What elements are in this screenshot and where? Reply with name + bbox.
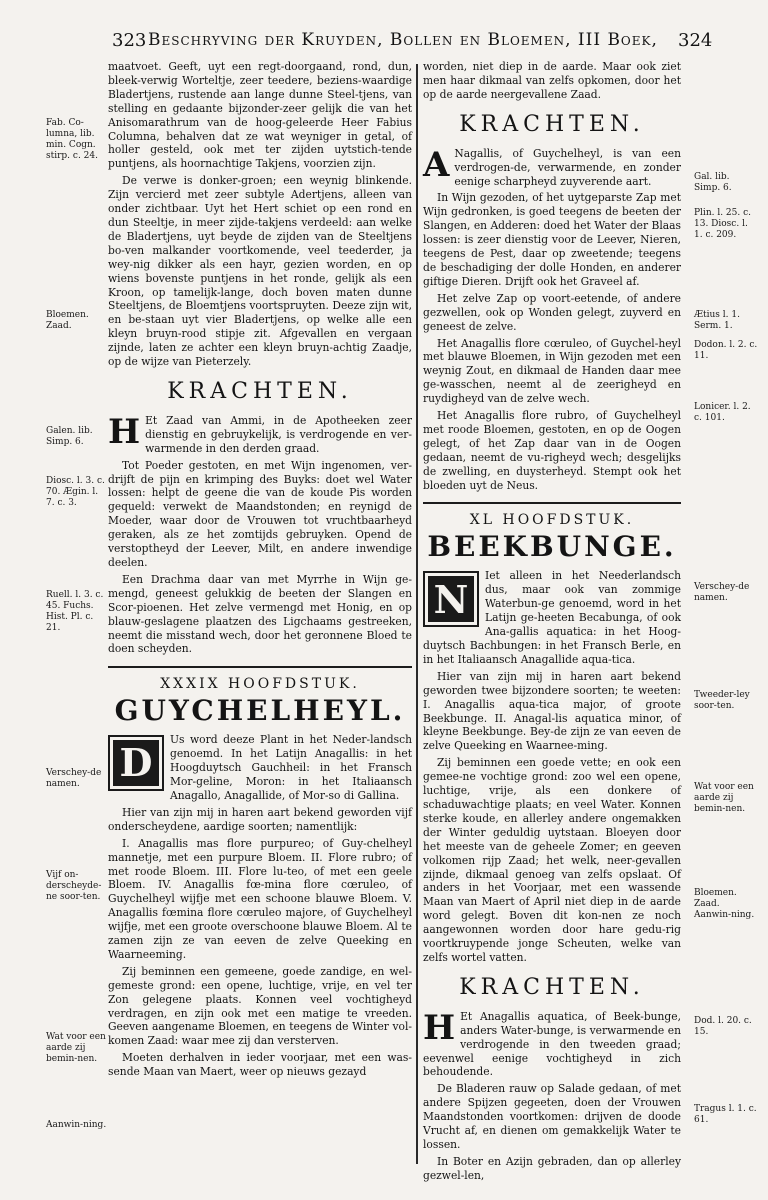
- chapter-label: XXXIX HOOFDSTUK.: [160, 676, 360, 693]
- margin-note: Ætius l. 1. Serm. 1.: [694, 310, 740, 331]
- margin-note: Aanwin-ning.: [46, 1120, 107, 1130]
- section-heading-krachten: KRACHTEN.: [167, 378, 353, 404]
- margin-note: Dod. l. 20. c. 15.: [694, 1016, 752, 1037]
- chapter-title: BEEKBUNGE.: [427, 530, 677, 564]
- margin-note: Verschey-de namen.: [694, 582, 750, 603]
- margin-note: Bloemen. Zaad. Aanwin-ning.: [694, 888, 755, 920]
- chapter-rule: [108, 666, 412, 668]
- ornamental-drop-cap: D: [108, 735, 164, 791]
- margin-note: Vijf on-derscheyde-ne soor-ten.: [46, 870, 102, 902]
- margin-note: Fab. Co-lumna, lib. min. Cogn. stirp. c. 24.: [46, 118, 98, 161]
- chapter-title: GUYCHELHEYL.: [114, 694, 406, 728]
- paragraph: Nagallis, of Guychelheyl, is van een verdrogen-de, verwarmende, en zonder eenige scharpheyd zuyverende aart.: [454, 146, 681, 188]
- drop-cap: H: [423, 1007, 456, 1048]
- margin-note: Gal. lib. Simp. 6.: [694, 172, 732, 193]
- page-number-left: 323: [112, 30, 147, 51]
- paragraph: Zij beminnen een gemeene, goede zandige, en wel-gemeste grond: een opene, luchtige, vrije, en vel ter Zon gelegene plaats. Konnen veel vochtigheyd verdragen, en zijn ook met een matige te vreeden. Geeven aangename Bloemen, en teegens de Winter vol-komen Zaad: waar mee zij dan versterven.: [108, 964, 412, 1048]
- paragraph: worden, niet diep in de aarde. Maar ook ziet men haar dikmaal van zelfs opkomen, door het op de aarde neergevallene Zaad.: [423, 60, 681, 101]
- paragraph: Het Anagallis flore cœruleo, of Guychel-heyl met blauwe Bloemen, in Wijn gezoden met een weynig Zout, en dikmaal de Handen daar mee ge-wasschen, neemt al de zeerigheyd en ruydigheyd van de zelve wech.: [423, 336, 681, 406]
- drop-cap: H: [108, 411, 141, 452]
- margin-note: Verschey-de namen.: [46, 768, 102, 789]
- paragraph: Hier van zijn mij in haren aart bekend geworden twee bijzondere soorten; te weeten: I. Anagallis aqua-tica major, of groote Beekbunge. II. Anagal-lis aquatica minor, of kleyne Beekbunge. Bey-de zijn ze van eeven de zelve Queeking en Waarnee-ming.: [423, 669, 681, 753]
- paragraph: Et Zaad van Ammi, in de Apotheeken zeer dienstig en gebruykelijk, is verdrogende en ver-warmende in den derden graad.: [145, 413, 412, 455]
- margin-note: Dodon. l. 2. c. 11.: [694, 340, 758, 361]
- drop-cap: A: [423, 144, 450, 185]
- margin-note: Bloemen. Zaad.: [46, 310, 89, 331]
- paragraph: Moeten derhalven in ieder voorjaar, met een was-sende Maan van Maert, weer op nieuws gezayd: [108, 1051, 412, 1079]
- paragraph: In Boter en Azijn gebraden, dan op allerley gezwel-len,: [423, 1154, 681, 1182]
- paragraph: Hier van zijn mij in haren aart bekend geworden vijf onderscheydene, aardige soorten; namentlijk:: [108, 805, 412, 833]
- section-heading-krachten: KRACHTEN.: [459, 111, 645, 137]
- left-column: [108, 60, 412, 1082]
- margin-note: Ruell. l. 3. c. 45. Fuchs. Hist. Pl. c. 21.: [46, 590, 104, 633]
- running-header: [0, 24, 768, 58]
- paragraph: Et Anagallis aquatica, of Beek-bunge, anders Water-bunge, is verwarmende en verdrogende in den tweeden graad; eevenwel eenige vochtigheyd in zich behoudende.: [423, 1009, 681, 1079]
- paragraph: maatvoet. Geeft, uyt een regt-doorgaand, rond, dun, bleek-verwig Worteltje, zeer teedere, beziens-waardige Bladertjens, rustende aan lange dunne Steel-tjens, van stelling en gedaante bijzonder-zeer gelijk die van het Anisomarathrum van de hoog-geleerde Heer Fabius Columna, behalven dat ze wat weyniger in getal, of holler gesteld, ook met ter zijden uytstich-tende puntjens, als hoornachtige Takjens, voorzien zijn.: [108, 60, 412, 171]
- margin-note: Wat voor een aarde zij bemin-nen.: [46, 1032, 106, 1064]
- running-title: Beschryving der Kruyden, Bollen en Bloemen, III Boek,: [148, 30, 658, 50]
- margin-note: Tweeder-ley soor-ten.: [694, 690, 750, 711]
- paragraph: Us word deeze Plant in het Neder-landsch genoemd. In het Latijn Anagallis: in het Hoogduytsch Gauchheil: in het Fransch Mor-geline, Moron: in het Italiaansch Anagallo, Anagallide, of Mor-so di Gallina.: [170, 733, 412, 802]
- column-divider: [416, 64, 418, 1164]
- page-number-right: 324: [678, 30, 713, 51]
- margin-note: Plin. l. 25. c. 13. Diosc. l. 1. c. 209.: [694, 208, 752, 240]
- ornamental-drop-cap: N: [423, 571, 479, 627]
- margin-note: Lonicer. l. 2. c. 101.: [694, 402, 751, 423]
- paragraph: I. Anagallis mas flore purpureo; of Guy-chelheyl mannetje, met een purpure Bloem. II. Flore rubro; of met roode Bloem. III. Flore lu-teo, of met een geele Bloem. IV. Anagallis fœ-mina flore cœruleo, of Guychelheyl wijfje met een schoone blauwe Bloem. V. Anagallis fœmina flore cœruleo majore, of Guychelheyl wijfje, met een groote overschoone blauwe Bloem. Al te zamen zijn ze van eeven de zelve Queeking en Waarneeming.: [108, 836, 412, 961]
- paragraph: Iet alleen in het Neederlandsch dus, maar ook van zommige Waterbun-ge genoemd, word in het Latijn ge-heeten Becabunga, of ook Ana-gallis aquatica: in het Hoog-duytsch Bachbungen: in het Fransch Berle, en in het Italiaansch Anagallide aqua-tica.: [423, 569, 681, 666]
- paragraph: De verwe is donker-groen; een weynig blinkende. Zijn vercierd met zeer subtyle Adertjens, alleen van onder zichtbaar. Uyt het Hert schiet op een rond en dun Steeltje, in meer zijde-takjens verdeeld: aan welke de Bladertjens, uyt beyde de zijden van de Steeltjens bo-ven malkander voortkomende, veel teederder, ja wey-nig dikker als een hayr, gezien worden, en op wiens bovenste puntjens in het ronde, gelijk als een Kroon, op tamelijk-lange, doch boven maten dunne Steeltjens, de Bloemtjens voortspruyten. Deeze zijn wit, en be-staan uyt vier Bladertjens, op welke alle een kleyn bruyn-rood stipje zit. Afgevallen en vergaan zijnde, laten ze achter een kleyn bruyn-achtig Zaadje, op de wijze van Pieterzely.: [108, 174, 412, 369]
- margin-note: Tragus l. 1. c. 61.: [694, 1104, 757, 1125]
- paragraph: Zij beminnen een goede vette; en ook een gemee-ne vochtige grond: zoo wel een opene, luchtige, vrije, als een donkere of schaduwachtige plaats; en veel Water. Konnen sterke koude, en allerley andere ongemakken der Winter geduldig uytstaan. Bloeyen door het meeste van de geheele Zomer; en geeven volkomen rijp Zaad; het welk, neer-gevallen zijnde, dikmaal genoeg van zelfs opslaat. Of anders in het Voorjaar, met een wassende Maan van Maert of April niet diep in de aarde word gelegt. Boven dit kon-nen ze noch aangewonnen worden door hare gedu-rig voortkruypende jonge Scheuten, welke van zelfs wortel vatten.: [423, 756, 681, 964]
- chapter-rule: [423, 502, 681, 504]
- margin-note: Diosc. l. 3. c. 70. Ægin. l. 7. c. 3.: [46, 476, 105, 508]
- paragraph: De Bladeren rauw op Salade gedaan, of met andere Spijzen gegeeten, doen der Vrouwen Maandstonden voortkomen: drijven de doode Vrucht af, en dienen om gemakkelijk Water te lossen.: [423, 1082, 681, 1151]
- paragraph: Tot Poeder gestoten, en met Wijn ingenomen, ver-drijft de pijn en krimping des Buyks: doet wel Water lossen: helpt de geene die van de koude Pis worden gequeld: verwekt de Maandstonden; en reynigd de Moeder, waar door de Vrouwen tot vruchtbaarheyd geraken, als ze het zomtijds gebruyken. Opend de verstoptheyd der Leever, Milt, en andere inwendige deelen.: [108, 458, 412, 569]
- paragraph: In Wijn gezoden, of het uytgeparste Zap met Wijn gedronken, is goed teegens de beeten der Slangen, en Adderen: doed het Water der Blaas lossen: is zeer dienstig voor de Leever, Nieren, teegens de Pest, daar op zweetende; teegens de beschadiging der dolle Honden, en anderer giftige Dieren. Drijft ook het Graveel af.: [423, 191, 681, 288]
- paragraph: Het Anagallis flore rubro, of Guychelheyl met roode Bloemen, gestoten, en op de Oogen gelegt, of het Zap daar van in de Oogen gedaan, neemt de vu-righeyd wech; desgelijks de zwelling, en duysterheyd. Stempt ook het bloeden uyt de Neus.: [423, 409, 681, 492]
- section-heading-krachten: KRACHTEN.: [459, 974, 645, 1000]
- margin-note: Galen. lib. Simp. 6.: [46, 426, 93, 447]
- chapter-label: XL HOOFDSTUK.: [469, 512, 635, 529]
- right-column: [423, 60, 681, 1186]
- paragraph: Het zelve Zap op voort-eetende, of andere gezwellen, ook op Wonden gelegt, zuyverd en geneest de zelve.: [423, 291, 681, 333]
- paragraph: Een Drachma daar van met Myrrhe in Wijn ge-mengd, geneest gelukkig de beeten der Slangen en Scor-pioenen. Het zelve vermengd met Honig, en op blauw-geslagene plaatzen des Ligchaams gestreeken, neemt die misstand wech, door het geronnene Bloed te doen scheyden.: [108, 572, 412, 656]
- margin-note: Wat voor een aarde zij bemin-nen.: [694, 782, 754, 814]
